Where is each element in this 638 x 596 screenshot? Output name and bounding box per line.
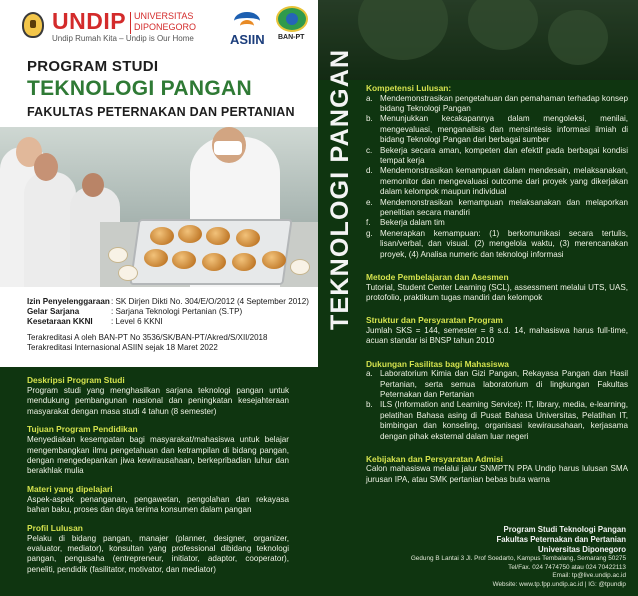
bread-roll xyxy=(178,225,202,243)
section-body: Menyediakan kesempatan bagi masyarakat/mahasiswa untuk belajar mengembangkan ilmu pengetahuan dan ketrampilan di bidang pangan, dengan mengedepankan jiwa kewirausahaan, berkepribadian luhur dan berakhlak mulia xyxy=(27,435,289,476)
bread-roll xyxy=(232,253,256,271)
undip-logo-university xyxy=(134,11,196,33)
logo-separator xyxy=(130,12,131,34)
asiin-label: ASIIN xyxy=(230,32,265,47)
logo-univ-line2: DIPONEGORO xyxy=(134,22,197,32)
accreditation-banpt: Terakreditasi A oleh BAN-PT No 3536/SK/BAN-PT/Akred/S/XII/2018 xyxy=(27,333,268,342)
footer-university: Universitas Diponegoro xyxy=(538,545,626,554)
info-value: : Sarjana Teknologi Pertanian (S.TP) xyxy=(111,307,243,317)
list-item: g. Menerapkan kemampuan: (1) berkomunikasi secara tertulis, lisan/verbal, dan visual. (2) mengelola waktu, (3) merencanakan proyek, (4) Analisa numeric dan teknologi informasi xyxy=(366,228,628,259)
info-label: Kesetaraan KKNI xyxy=(27,317,93,327)
bread-roll xyxy=(206,227,230,245)
banpt-label: BAN-PT xyxy=(278,34,305,41)
banpt-emblem-icon xyxy=(276,6,308,32)
section-body: Aspek-aspek penanganan, pengawetan, pengolahan dan rekayasa bahan baku, proses dan daya terima konsumen dalam pangan xyxy=(27,494,289,515)
lab-photo xyxy=(0,127,318,287)
metode-body: Tutorial, Student Center Learning (SCL), assessment melalui UTS, UAS, protofolio, praktikum tugas mandiri dan kelompok xyxy=(366,282,628,302)
kebijakan-title: Kebijakan dan Persyaratan Admisi xyxy=(366,453,504,464)
asiin-mark-icon xyxy=(234,8,260,32)
info-table xyxy=(27,297,309,328)
list-item: f. Bekerja dalam tim xyxy=(366,218,445,228)
section-body: Pelaku di bidang pangan, manajer (planner, designer, organizer, evaluator, mediator), konsultan yang professional dibidang teknologi pangan, pengusaha (entrepreneur, initiator, adaptor, cooperator), peneliti, pendidik (fasilitator, motivator, dan mediator) xyxy=(27,533,289,574)
info-row xyxy=(27,317,309,327)
footer-address: Gedung B Lantai 3 Jl. Prof Soedarto, Kampus Tembalang, Semarang 50275 xyxy=(410,555,626,562)
undip-logo-word: UNDIP xyxy=(52,8,127,34)
info-row xyxy=(27,307,309,317)
footer-program: Program Studi Teknologi Pangan xyxy=(503,525,626,534)
struktur-body: Jumlah SKS = 144, semester = 8 s.d. 14, mahasiswa harus full-time, acuan standar isi BNSP tahun 2010 xyxy=(366,325,628,346)
vertical-title: TEKNOLOGI PANGAN xyxy=(326,48,354,330)
right-content xyxy=(366,83,628,485)
tagline: Undip Rumah Kita – Undip is Our Home xyxy=(52,34,194,43)
contact-footer xyxy=(411,525,626,590)
info-label: Gelar Sarjana xyxy=(27,307,80,317)
footer-faculty: Fakultas Peternakan dan Pertanian xyxy=(496,535,626,544)
program-title: TEKNOLOGI PANGAN xyxy=(27,77,252,100)
list-item: b. ILS (Information and Learning Service): IT, library, media, e-learning, pelatihan Bahasa asing di Pusat Bahasa Universitas, Pelatihan IT, bimbingan dan konseling, organisasi kewirausahaan, kerjasama dengan pihak eksternal dalam luar negeri xyxy=(366,400,628,441)
footer-email[interactable]: Email: tp@live.undip.ac.id xyxy=(552,572,626,580)
kompetensi-title: Kompetensi Lulusan: xyxy=(366,83,452,93)
bread-roll xyxy=(236,229,260,247)
bread-roll xyxy=(150,227,174,245)
info-value: : SK Dirjen Dikti No. 304/E/O/2012 (4 September 2012) xyxy=(111,297,309,306)
struktur-title: Struktur dan Persyaratan Program xyxy=(366,315,503,326)
fasilitas-title: Dukungan Fasilitas bagi Mahasiswa xyxy=(366,358,509,369)
section-body: Program studi yang menghasilkan sarjana teknologi pangan untuk mendukung pembangunan nasional dan peningkatan kesejahteraan masyarakat dengan masa studi 4 tahun (8 semester) xyxy=(27,386,289,416)
faculty-title: FAKULTAS PETERNAKAN DAN PERTANIAN xyxy=(27,105,295,119)
list-item: c. Bekerja secara aman, kompeten dan efektif pada berbagai kondisi tempat kerja xyxy=(366,145,628,165)
header-background-photo xyxy=(318,0,638,80)
info-row xyxy=(27,297,309,307)
list-item: a. Laboratorium Kimia dan Gizi Pangan, Rekayasa Pangan dan Hasil Pertanian, serta semua laboratorium di lingkungan Fakultas Peternakan dan Pertanian xyxy=(366,369,628,399)
accreditation-asiin: Terakreditasi Internasional ASIIN sejak 18 Maret 2022 xyxy=(27,343,218,353)
list-item: d. Mendemonstrasikan kemampuan dalam mendesain, melaksanakan, memonitor dan mengevaluasi outcome dari proyek yang dikerjakan dalam kelompok maupun individual xyxy=(366,166,628,197)
header xyxy=(0,0,318,48)
info-value: : Level 6 KKNI xyxy=(111,317,163,327)
info-label: Izin Penyelenggaraan xyxy=(27,297,110,306)
left-column xyxy=(0,0,318,596)
accreditation xyxy=(27,333,267,353)
bread-roll xyxy=(262,251,286,269)
left-green-panel xyxy=(0,367,318,596)
fasilitas-list xyxy=(366,369,628,442)
kompetensi-list xyxy=(366,94,628,261)
section-title: Materi yang dipelajari xyxy=(27,483,113,494)
program-label: PROGRAM STUDI xyxy=(27,58,159,75)
section-title: Tujuan Program Pendidikan xyxy=(27,424,138,435)
title-block xyxy=(27,58,295,120)
footer-tel: Tel/Fax. 024 7474750 atau 024 70422113 xyxy=(508,563,626,571)
list-item: b. Menunjukkan kecakapannya dalam mengoleksi, menilai, mengevaluasi, menganalisis dan mensintesis informasi ilmiah di bidang Teknologi Pangan dari berbagai sumber xyxy=(366,114,628,145)
bread-roll xyxy=(172,251,196,269)
asiin-logo xyxy=(222,8,270,48)
logo-univ-line1: UNIVERSITAS xyxy=(134,11,194,21)
undip-seal-icon xyxy=(22,12,44,38)
program-info xyxy=(0,287,318,367)
bread-roll xyxy=(202,253,226,271)
section-title: Deskripsi Program Studi xyxy=(27,375,125,385)
bread-roll xyxy=(144,249,168,267)
kebijakan-body: Calon mahasiswa melalui jalur SNMPTN PPA Undip harus lulusan SMA jurusan IPA, atau SMK pertanian bebas buta warna xyxy=(366,464,628,484)
list-item: a. Mendemonstrasikan pengetahuan dan pemahaman terhadap konsep bidang Teknologi Pangan xyxy=(366,93,628,113)
section-title: Profil Lulusan xyxy=(27,522,83,533)
right-column xyxy=(318,0,638,596)
metode-title: Metode Pembelajaran dan Asesmen xyxy=(366,272,509,282)
banpt-logo xyxy=(272,6,312,48)
footer-website[interactable]: Website: www.tp.fpp.undip.ac.id | IG: @tpundip xyxy=(492,581,626,589)
list-item: e. Mendemonstrasikan kemampuan melaksanakan dan melaporkan penelitian secara mandiri xyxy=(366,197,628,217)
